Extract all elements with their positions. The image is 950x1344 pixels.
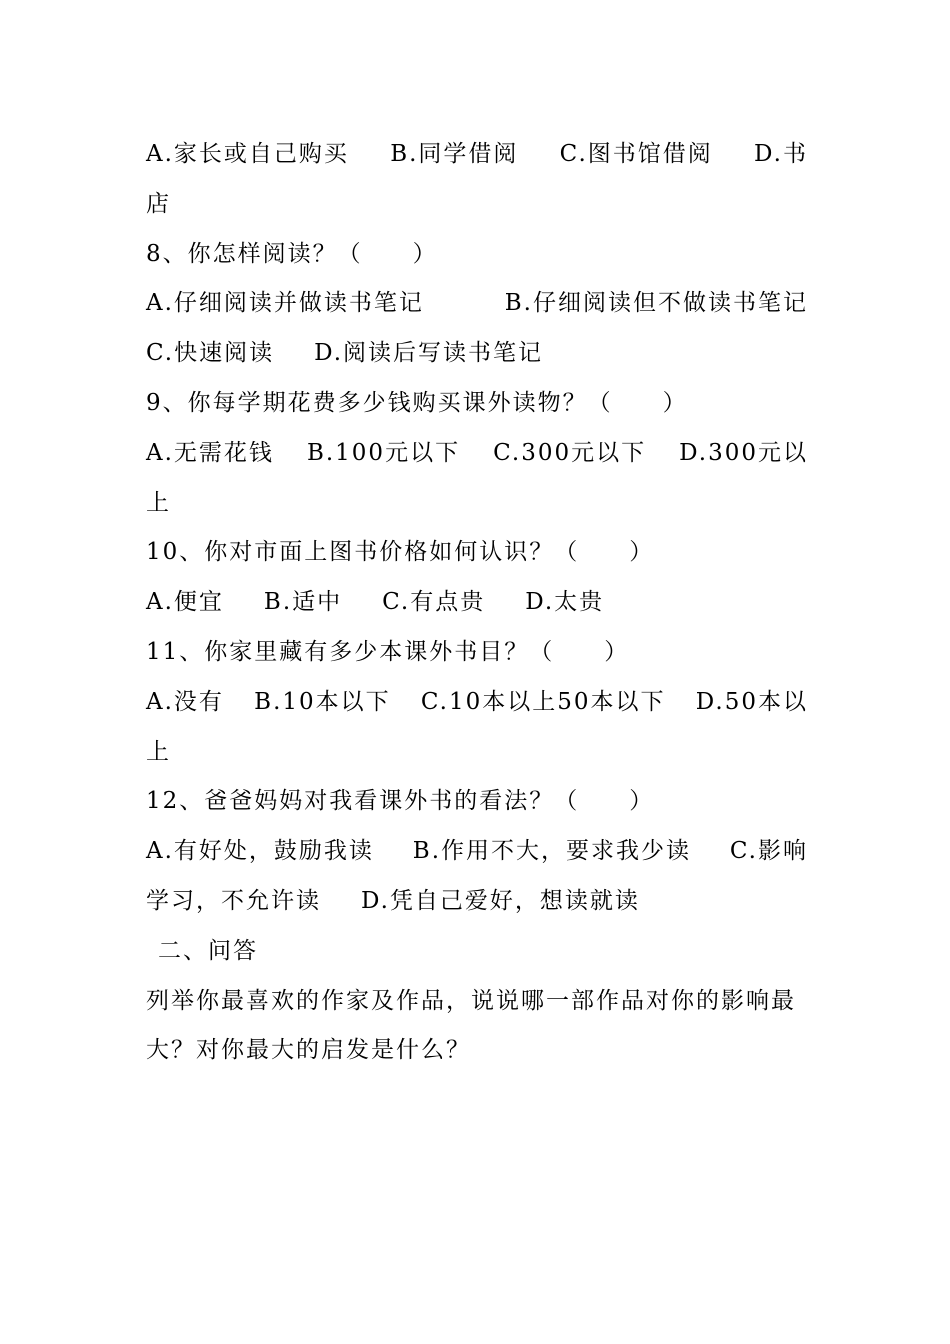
option-text: D.50本以 bbox=[695, 688, 808, 715]
body-text: 上 bbox=[146, 738, 171, 765]
option-text: 学习，不允许读 bbox=[146, 887, 321, 914]
option-text: A.没有 bbox=[146, 688, 224, 715]
body-text: 大？对你最大的启发是什么？ bbox=[146, 1037, 471, 1064]
question-text: 11、你家里藏有多少本课外书目？（ ） bbox=[146, 638, 630, 665]
option-text: A.仔细阅读并做读书笔记 bbox=[146, 290, 424, 317]
option-text: D.凭自己爱好，想读就读 bbox=[361, 887, 640, 914]
document-page bbox=[146, 130, 808, 1076]
option-text: C.300元以下 bbox=[493, 439, 647, 466]
options-line bbox=[146, 130, 808, 180]
option-text: B.10本以下 bbox=[254, 688, 391, 715]
options-line bbox=[146, 877, 808, 927]
option-text: C.快速阅读 bbox=[146, 340, 275, 367]
option-text: B.适中 bbox=[263, 589, 343, 616]
option-text: A.无需花钱 bbox=[146, 439, 274, 466]
option-text: C.有点贵 bbox=[382, 589, 486, 616]
option-text: D.书 bbox=[754, 141, 808, 167]
option-text: B.100元以下 bbox=[306, 439, 461, 466]
option-text: A.便宜 bbox=[146, 589, 224, 616]
option-text: D.300元以 bbox=[679, 439, 808, 466]
option-text: D.阅读后写读书笔记 bbox=[314, 340, 544, 367]
option-text: C.图书馆借阅 bbox=[559, 141, 713, 167]
options-line bbox=[146, 578, 808, 628]
option-text: D.太贵 bbox=[525, 589, 605, 616]
option-text: B.仔细阅读但不做读书笔记 bbox=[504, 290, 808, 317]
option-text: C.10本以上50本以下 bbox=[420, 688, 666, 715]
option-text: B.同学借阅 bbox=[390, 141, 519, 167]
option-text: A.家长或自己购买 bbox=[146, 141, 349, 167]
option-text: B.作用不大，要求我少读 bbox=[412, 838, 692, 865]
body-text: 店 bbox=[146, 190, 171, 217]
section-heading: 二、问答 bbox=[158, 937, 258, 964]
option-text: C.影响 bbox=[729, 838, 808, 865]
options-line bbox=[146, 329, 808, 379]
options-line bbox=[146, 429, 808, 479]
question-text: 10、你对市面上图书价格如何认识？（ ） bbox=[146, 539, 655, 566]
body-text: 列举你最喜欢的作家及作品，说说哪一部作品对你的影响最 bbox=[146, 987, 796, 1014]
question-text: 9、你每学期花费多少钱购买课外读物？（ ） bbox=[146, 389, 688, 416]
question-text: 12、爸爸妈妈对我看课外书的看法？（ ） bbox=[146, 788, 655, 815]
options-line bbox=[146, 678, 808, 728]
options-line bbox=[146, 279, 808, 329]
question-text: 8、你怎样阅读？（ ） bbox=[146, 240, 438, 267]
body-text: 上 bbox=[146, 489, 171, 516]
option-text: A.有好处，鼓励我读 bbox=[146, 838, 374, 865]
options-line bbox=[146, 827, 808, 877]
